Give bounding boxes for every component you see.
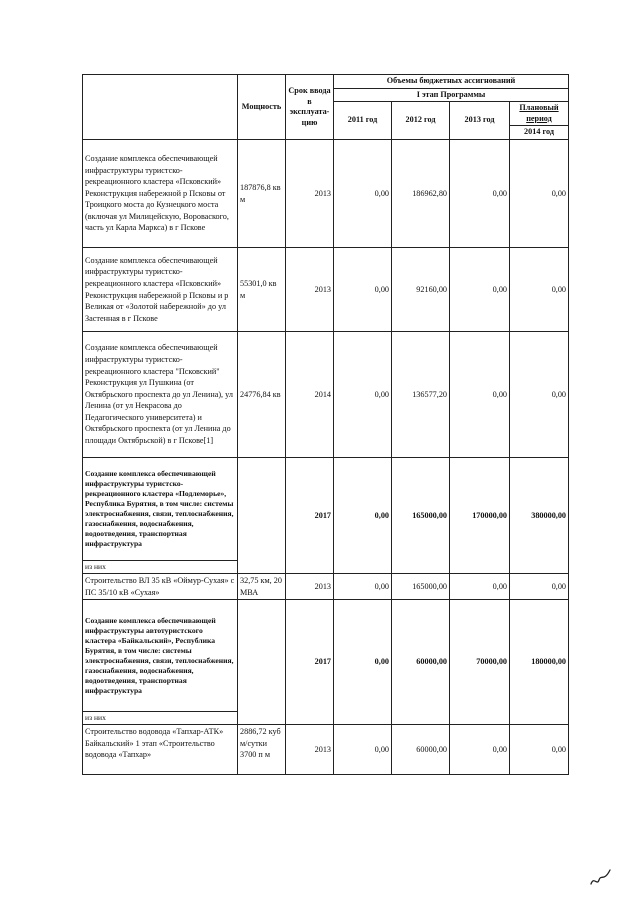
row-2014: 0,00 bbox=[510, 248, 569, 332]
row-year: 2017 bbox=[286, 600, 334, 725]
header-2014: 2014 год bbox=[510, 126, 569, 140]
budget-table bbox=[82, 74, 569, 775]
row-2013: 0,00 bbox=[450, 140, 510, 248]
row-2014: 180000,00 bbox=[510, 600, 569, 725]
row-year: 2013 bbox=[286, 248, 334, 332]
row-2014: 380000,00 bbox=[510, 458, 569, 574]
row-2012: 165000,00 bbox=[392, 574, 450, 600]
header-name-cell bbox=[83, 75, 238, 140]
row-2012: 92160,00 bbox=[392, 248, 450, 332]
row-power: 24776,84 кв bbox=[238, 332, 286, 458]
handwritten-signature-mark bbox=[588, 866, 614, 890]
row-name: Создание комплекса обеспечивающей инфраструктуры туристско-рекреационного кластера «Подлеморье», Республика Бурятия, в том числе: системы электроснабжения, связи, теплоснабжения, газоснабжения, водоснабжения, водоотведения, транспортная инфраструктура bbox=[83, 458, 238, 561]
header-planned: Плановый период bbox=[510, 102, 569, 126]
row-name: Строительство водовода «Тапхар-АТК» Байкальский» 1 этап «Строительство водовода «Тапхар» bbox=[83, 725, 238, 775]
row-name: Создание комплекса обеспечивающей инфраструктуры туристско-рекреационного кластера «Псковский» Реконструкция набережной р Псковы от Троицкого моста до Кузнецкого моста (включая ул Милицейскую, Вороваского, часть ул Карла Маркса) в г Пскове bbox=[83, 140, 238, 248]
table-row bbox=[83, 248, 569, 332]
row-2013: 0,00 bbox=[450, 332, 510, 458]
row-2011: 0,00 bbox=[334, 600, 392, 725]
row-name: Создание комплекса обеспечивающей инфраструктуры автотуристского кластера «Байкальский», Республика Бурятия, в том числе: системы электроснабжения, связи, теплоснабжения, газоснабжения, водоснабжения, водоотведения, транспортная инфраструктура bbox=[83, 600, 238, 712]
row-2014: 0,00 bbox=[510, 332, 569, 458]
header-2011: 2011 год bbox=[334, 102, 392, 140]
row-2013: 0,00 bbox=[450, 725, 510, 775]
row-2012: 186962,80 bbox=[392, 140, 450, 248]
row-2013: 0,00 bbox=[450, 574, 510, 600]
row-name: Создание комплекса обеспечивающей инфраструктуры туристско-рекреационного кластера "Псковский" Реконструкция ул Пушкина (от Октябрьского проспекта до ул Ленина), ул Ленина (от ул Некрасова до Педагогического университета) и Октябрьского проспекта (от ул Ленина до площади Октябрьской) в г Пскове[1] bbox=[83, 332, 238, 458]
table-row bbox=[83, 458, 569, 561]
table-row bbox=[83, 332, 569, 458]
row-name: Создание комплекса обеспечивающей инфраструктуры туристско-рекреационного кластера «Псковский» Реконструкция набережной р Псковы и р Великая от «Золотой набережной» до ул Застенная в г Пскове bbox=[83, 248, 238, 332]
row-2011: 0,00 bbox=[334, 332, 392, 458]
row-name: Строительство ВЛ 35 кВ «Оймур-Сухая» с ПС 35/10 кВ «Сухая» bbox=[83, 574, 238, 600]
row-2014: 0,00 bbox=[510, 574, 569, 600]
row-power bbox=[238, 600, 286, 725]
row-power: 187876,8 кв м bbox=[238, 140, 286, 248]
row-power: 32,75 км, 20 МВА bbox=[238, 574, 286, 600]
row-year: 2014 bbox=[286, 332, 334, 458]
row-2014: 0,00 bbox=[510, 140, 569, 248]
row-2012: 60000,00 bbox=[392, 600, 450, 725]
row-2013: 170000,00 bbox=[450, 458, 510, 574]
table-row bbox=[83, 600, 569, 712]
row-year: 2017 bbox=[286, 458, 334, 574]
row-2013: 0,00 bbox=[450, 248, 510, 332]
row-year: 2013 bbox=[286, 725, 334, 775]
table-row bbox=[83, 140, 569, 248]
row-2013: 70000,00 bbox=[450, 600, 510, 725]
row-2011: 0,00 bbox=[334, 140, 392, 248]
row-2012: 165000,00 bbox=[392, 458, 450, 574]
row-2014: 0,00 bbox=[510, 725, 569, 775]
header-power: Мощность bbox=[238, 75, 286, 140]
row-power: 2886,72 куб м/сутки 3700 п м bbox=[238, 725, 286, 775]
row-2011: 0,00 bbox=[334, 248, 392, 332]
row-year: 2013 bbox=[286, 574, 334, 600]
row-2011: 0,00 bbox=[334, 574, 392, 600]
row-sub: из них bbox=[83, 712, 238, 725]
row-2011: 0,00 bbox=[334, 458, 392, 574]
row-2012: 136577,20 bbox=[392, 332, 450, 458]
table-row bbox=[83, 574, 569, 600]
header-2013: 2013 год bbox=[450, 102, 510, 140]
row-2012: 60000,00 bbox=[392, 725, 450, 775]
row-2011: 0,00 bbox=[334, 725, 392, 775]
header-2012: 2012 год bbox=[392, 102, 450, 140]
header-budget: Объемы бюджетных ассигнований bbox=[334, 75, 569, 89]
row-sub: из них bbox=[83, 561, 238, 574]
table-row bbox=[83, 725, 569, 775]
row-year: 2013 bbox=[286, 140, 334, 248]
row-power bbox=[238, 458, 286, 574]
row-power: 55301,0 кв м bbox=[238, 248, 286, 332]
header-term: Срок ввода в эксплуата-цию bbox=[286, 75, 334, 140]
header-stage: I этап Программы bbox=[334, 88, 569, 102]
